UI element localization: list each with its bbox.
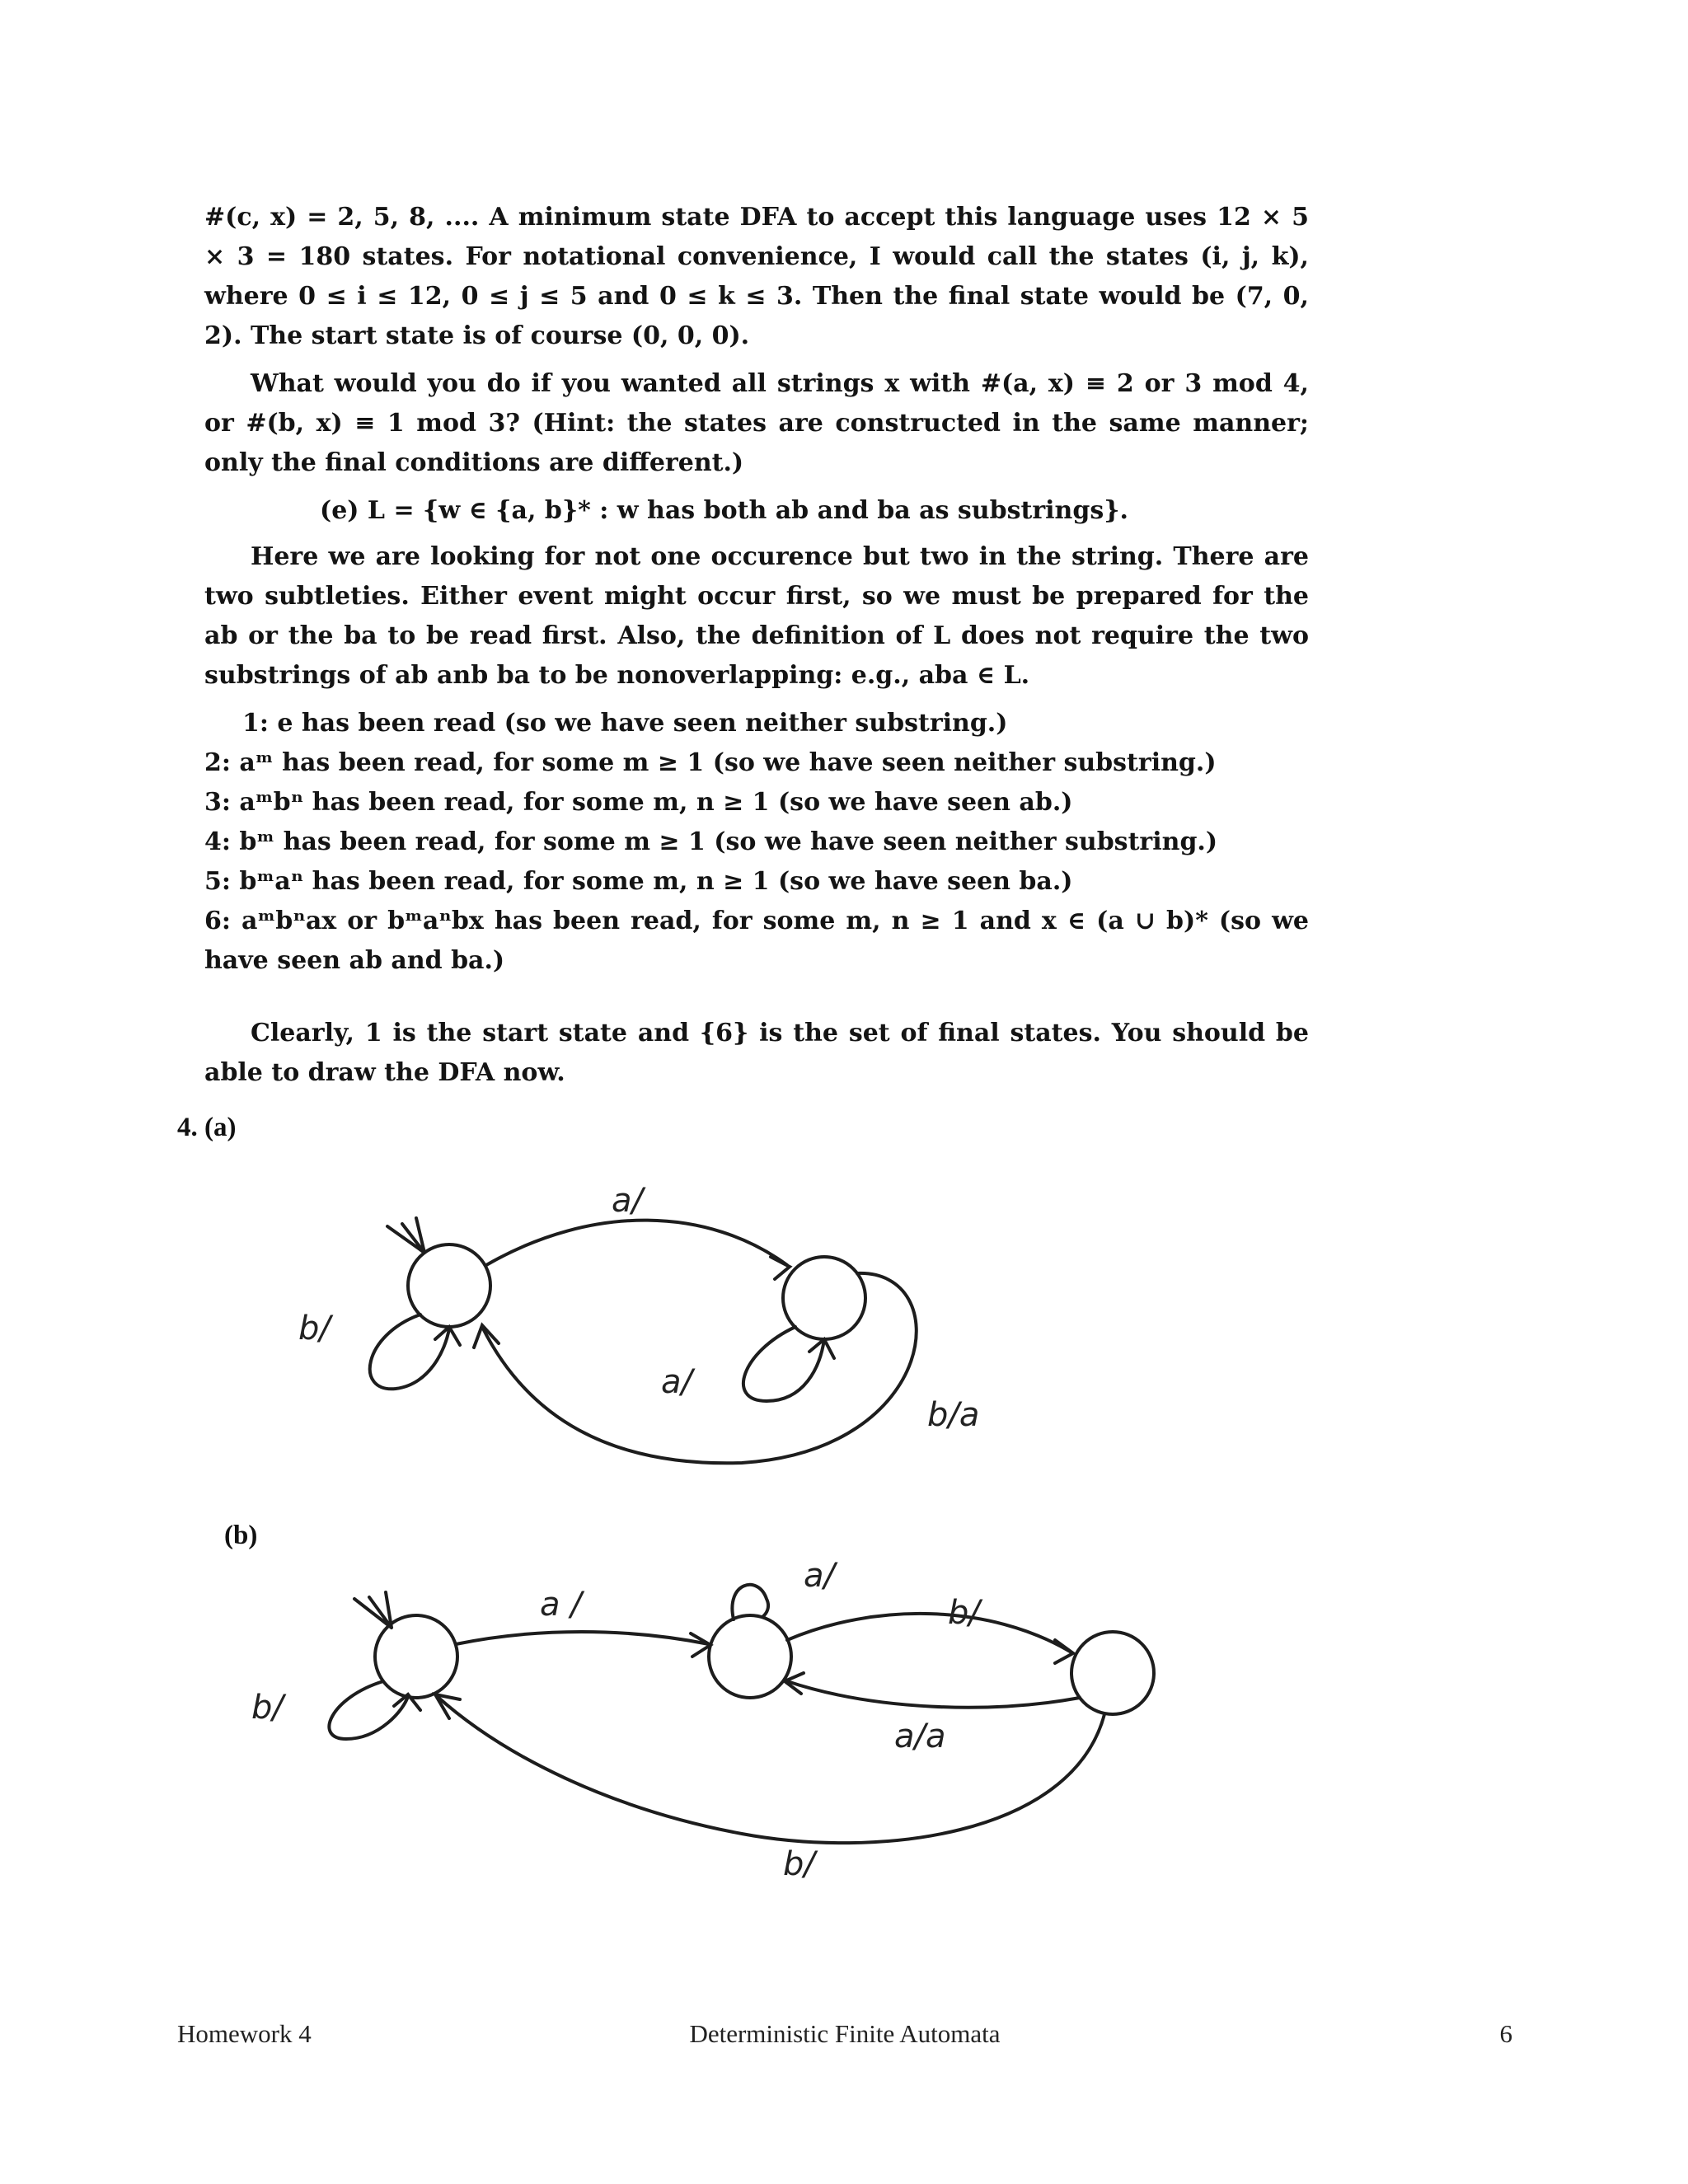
state-item-5: 5: bᵐaⁿ has been read, for some m, n ≥ 1 (so we have seen ba.) xyxy=(204,867,1073,896)
paragraph-5: Clearly, 1 is the start state and {6} is the set of final states. You should be able to draw the DFA now. xyxy=(204,1019,1309,1087)
question-4a-label: 4. (a) xyxy=(177,1113,237,1142)
diagram-b-label-aa: a/a xyxy=(894,1718,946,1755)
footer-course: Homework 4 xyxy=(177,2019,312,2048)
diagram-b-start-arrow xyxy=(354,1592,392,1628)
diagram-b-edge-b-3-1 xyxy=(437,1696,1104,1843)
paragraph-2: What would you do if you wanted all strings x with #(a, x) ≡ 2 or 3 mod 4, or #(b, x) ≡ 1 mod 3? (Hint: the states are constructed in the same manner; only the final conditions are different.) xyxy=(204,369,1309,477)
diagram-b-label-a: a / xyxy=(540,1586,582,1624)
diagram-b-state-1 xyxy=(375,1615,457,1698)
diagram-a-label-a1: a/ xyxy=(612,1182,643,1220)
footer-page-number: 6 xyxy=(1499,2019,1512,2048)
diagram-b-state-3 xyxy=(1071,1632,1154,1714)
paragraph-4: Here we are looking for not one occurence but two in the string. There are two subtleties. Either event might occur first, so we must be prepared for the ab or the ba to be read first. Also, the definition of L does not require the two substrings of ab anb ba to be nonoverlapping: e.g., aba ∈ L. xyxy=(204,542,1309,690)
diagram-a-label-b: b/ xyxy=(298,1310,331,1347)
question-4b-label: (b) xyxy=(224,1521,258,1550)
diagram-b-loop-b xyxy=(329,1681,408,1739)
state-item-2: 2: aᵐ has been read, for some m ≥ 1 (so we have seen neither substring.) xyxy=(204,748,1217,777)
diagram-b-label-b-31: b/ xyxy=(783,1845,815,1883)
diagram-b-label-a-loop: a/ xyxy=(804,1557,835,1595)
diagram-b-label-b-loop: b/ xyxy=(251,1689,284,1727)
paragraph-1: #(c, x) = 2, 5, 8, .... A minimum state DFA to accept this language uses 12 × 5 × 3 = 180 states. For notational convenience, I would call the states (i, j, k), where 0 ≤ i ≤ 12, 0 ≤ j ≤ 5 and 0 ≤ k ≤ 3. Then the final state would be (7, 0, 2). The start state is of course (0, 0, 0). xyxy=(204,203,1309,350)
state-item-4: 4: bᵐ has been read, for some m ≥ 1 (so we have seen neither substring.) xyxy=(204,827,1218,856)
diagram-b-state-2 xyxy=(709,1615,791,1698)
diagram-b-label-b-23: b/ xyxy=(948,1594,980,1632)
part-e-heading: (e) L = {w ∈ {a, b}* : w has both ab and ba as substrings}. xyxy=(320,496,1128,525)
diagram-a-label-a2: a/ xyxy=(661,1363,692,1401)
state-item-3: 3: aᵐbⁿ has been read, for some m, n ≥ 1 (so we have seen ab.) xyxy=(204,788,1073,817)
diagram-b-edge-b-2-3 xyxy=(787,1614,1071,1652)
state-item-6: 6: aᵐbⁿax or bᵐaⁿbx has been read, for some m, n ≥ 1 and x ∈ (a ∪ b)* (so we have seen ab and ba.) xyxy=(204,907,1309,975)
state-item-1: 1: e has been read (so we have seen neither substring.) xyxy=(242,709,1008,738)
diagram-b-edge-a xyxy=(456,1632,709,1644)
diagram-a-label-ba: b/a xyxy=(927,1396,980,1434)
diagram-b-edge-a-a xyxy=(787,1681,1080,1708)
page-footer xyxy=(177,2019,1512,2052)
footer-title: Deterministic Finite Automata xyxy=(689,2019,1001,2048)
